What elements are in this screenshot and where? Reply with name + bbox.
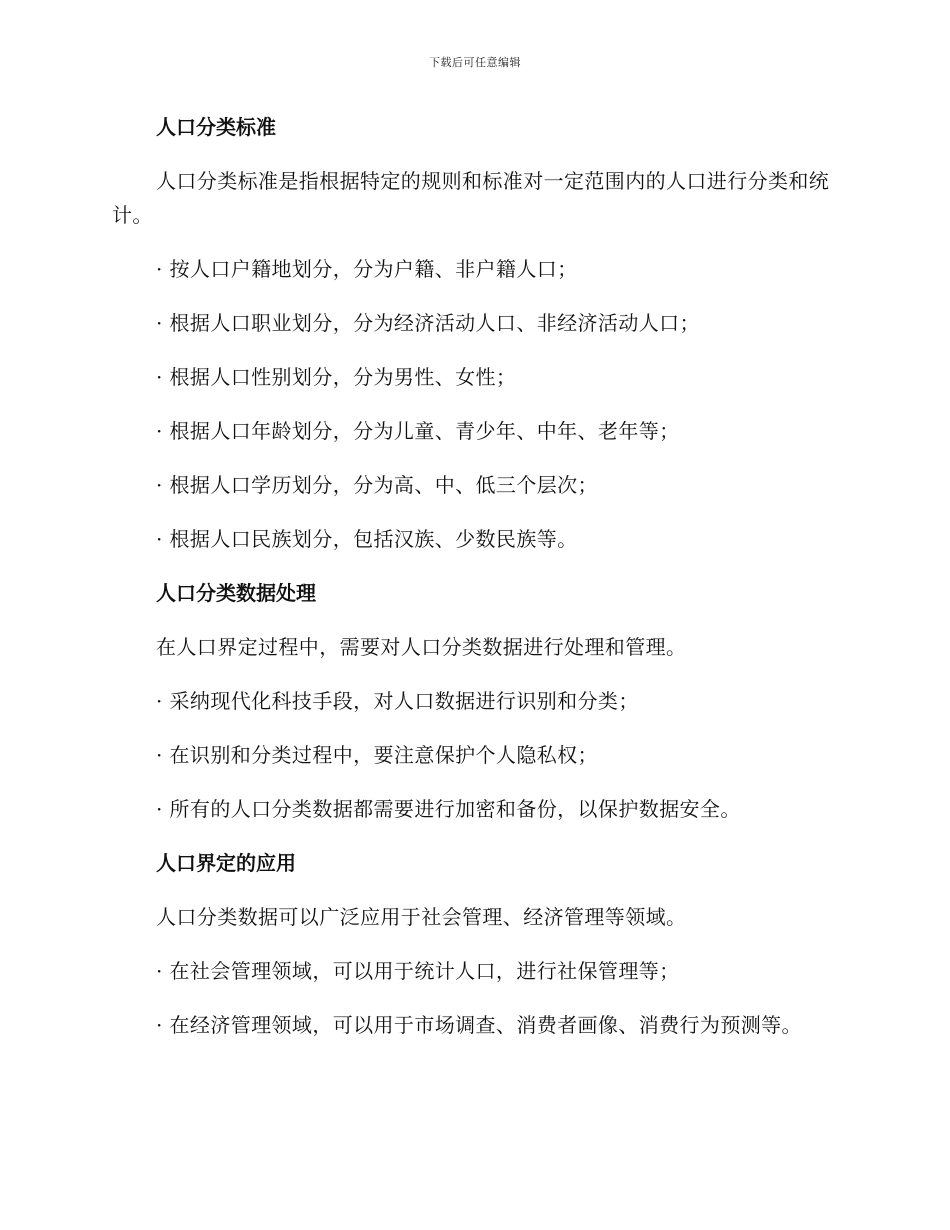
bullet-item: · 根据人口职业划分，分为经济活动人口、非经济活动人口；: [156, 311, 700, 335]
section-data-processing: [112, 576, 832, 826]
section-heading: 人口分类标准: [156, 115, 276, 139]
section-intro: 在人口界定过程中，需要对人口分类数据进行处理和管理。: [156, 635, 687, 659]
section-intro: 人口分类标准是指根据特定的规则和标准对一定范围内的人口进行分类和统计。: [112, 169, 830, 227]
bullet-item: · 按人口户籍地划分，分为户籍、非户籍人口；: [156, 257, 578, 281]
bullet-item: · 根据人口民族划分，包括汉族、少数民族等。: [156, 527, 578, 551]
bullet-item: · 根据人口学历划分，分为高、中、低三个层次；: [156, 473, 598, 497]
bullet-item: · 在识别和分类过程中，要注意保护个人隐私权；: [156, 743, 598, 767]
section-heading: 人口分类数据处理: [156, 581, 316, 605]
bullet-item: · 在社会管理领域，可以用于统计人口，进行社保管理等；: [156, 959, 680, 983]
bullet-item: · 根据人口性别划分，分为男性、女性；: [156, 365, 517, 389]
bullet-item: · 采纳现代化科技手段，对人口数据进行识别和分类；: [156, 689, 639, 713]
section-intro: 人口分类数据可以广泛应用于社会管理、经济管理等领域。: [156, 905, 687, 929]
bullet-item: · 所有的人口分类数据都需要进行加密和备份，以保护数据安全。: [156, 797, 741, 821]
document-body: [112, 110, 832, 1062]
section-applications: [112, 846, 832, 1042]
header-note: 下载后可任意编辑: [429, 56, 521, 69]
section-heading: 人口界定的应用: [156, 851, 296, 875]
bullet-item: · 在经济管理领域，可以用于市场调查、消费者画像、消费行为预测等。: [156, 1013, 802, 1037]
section-classification-standard: [112, 110, 832, 556]
bullet-item: · 根据人口年龄划分，分为儿童、青少年、中年、老年等；: [156, 419, 680, 443]
